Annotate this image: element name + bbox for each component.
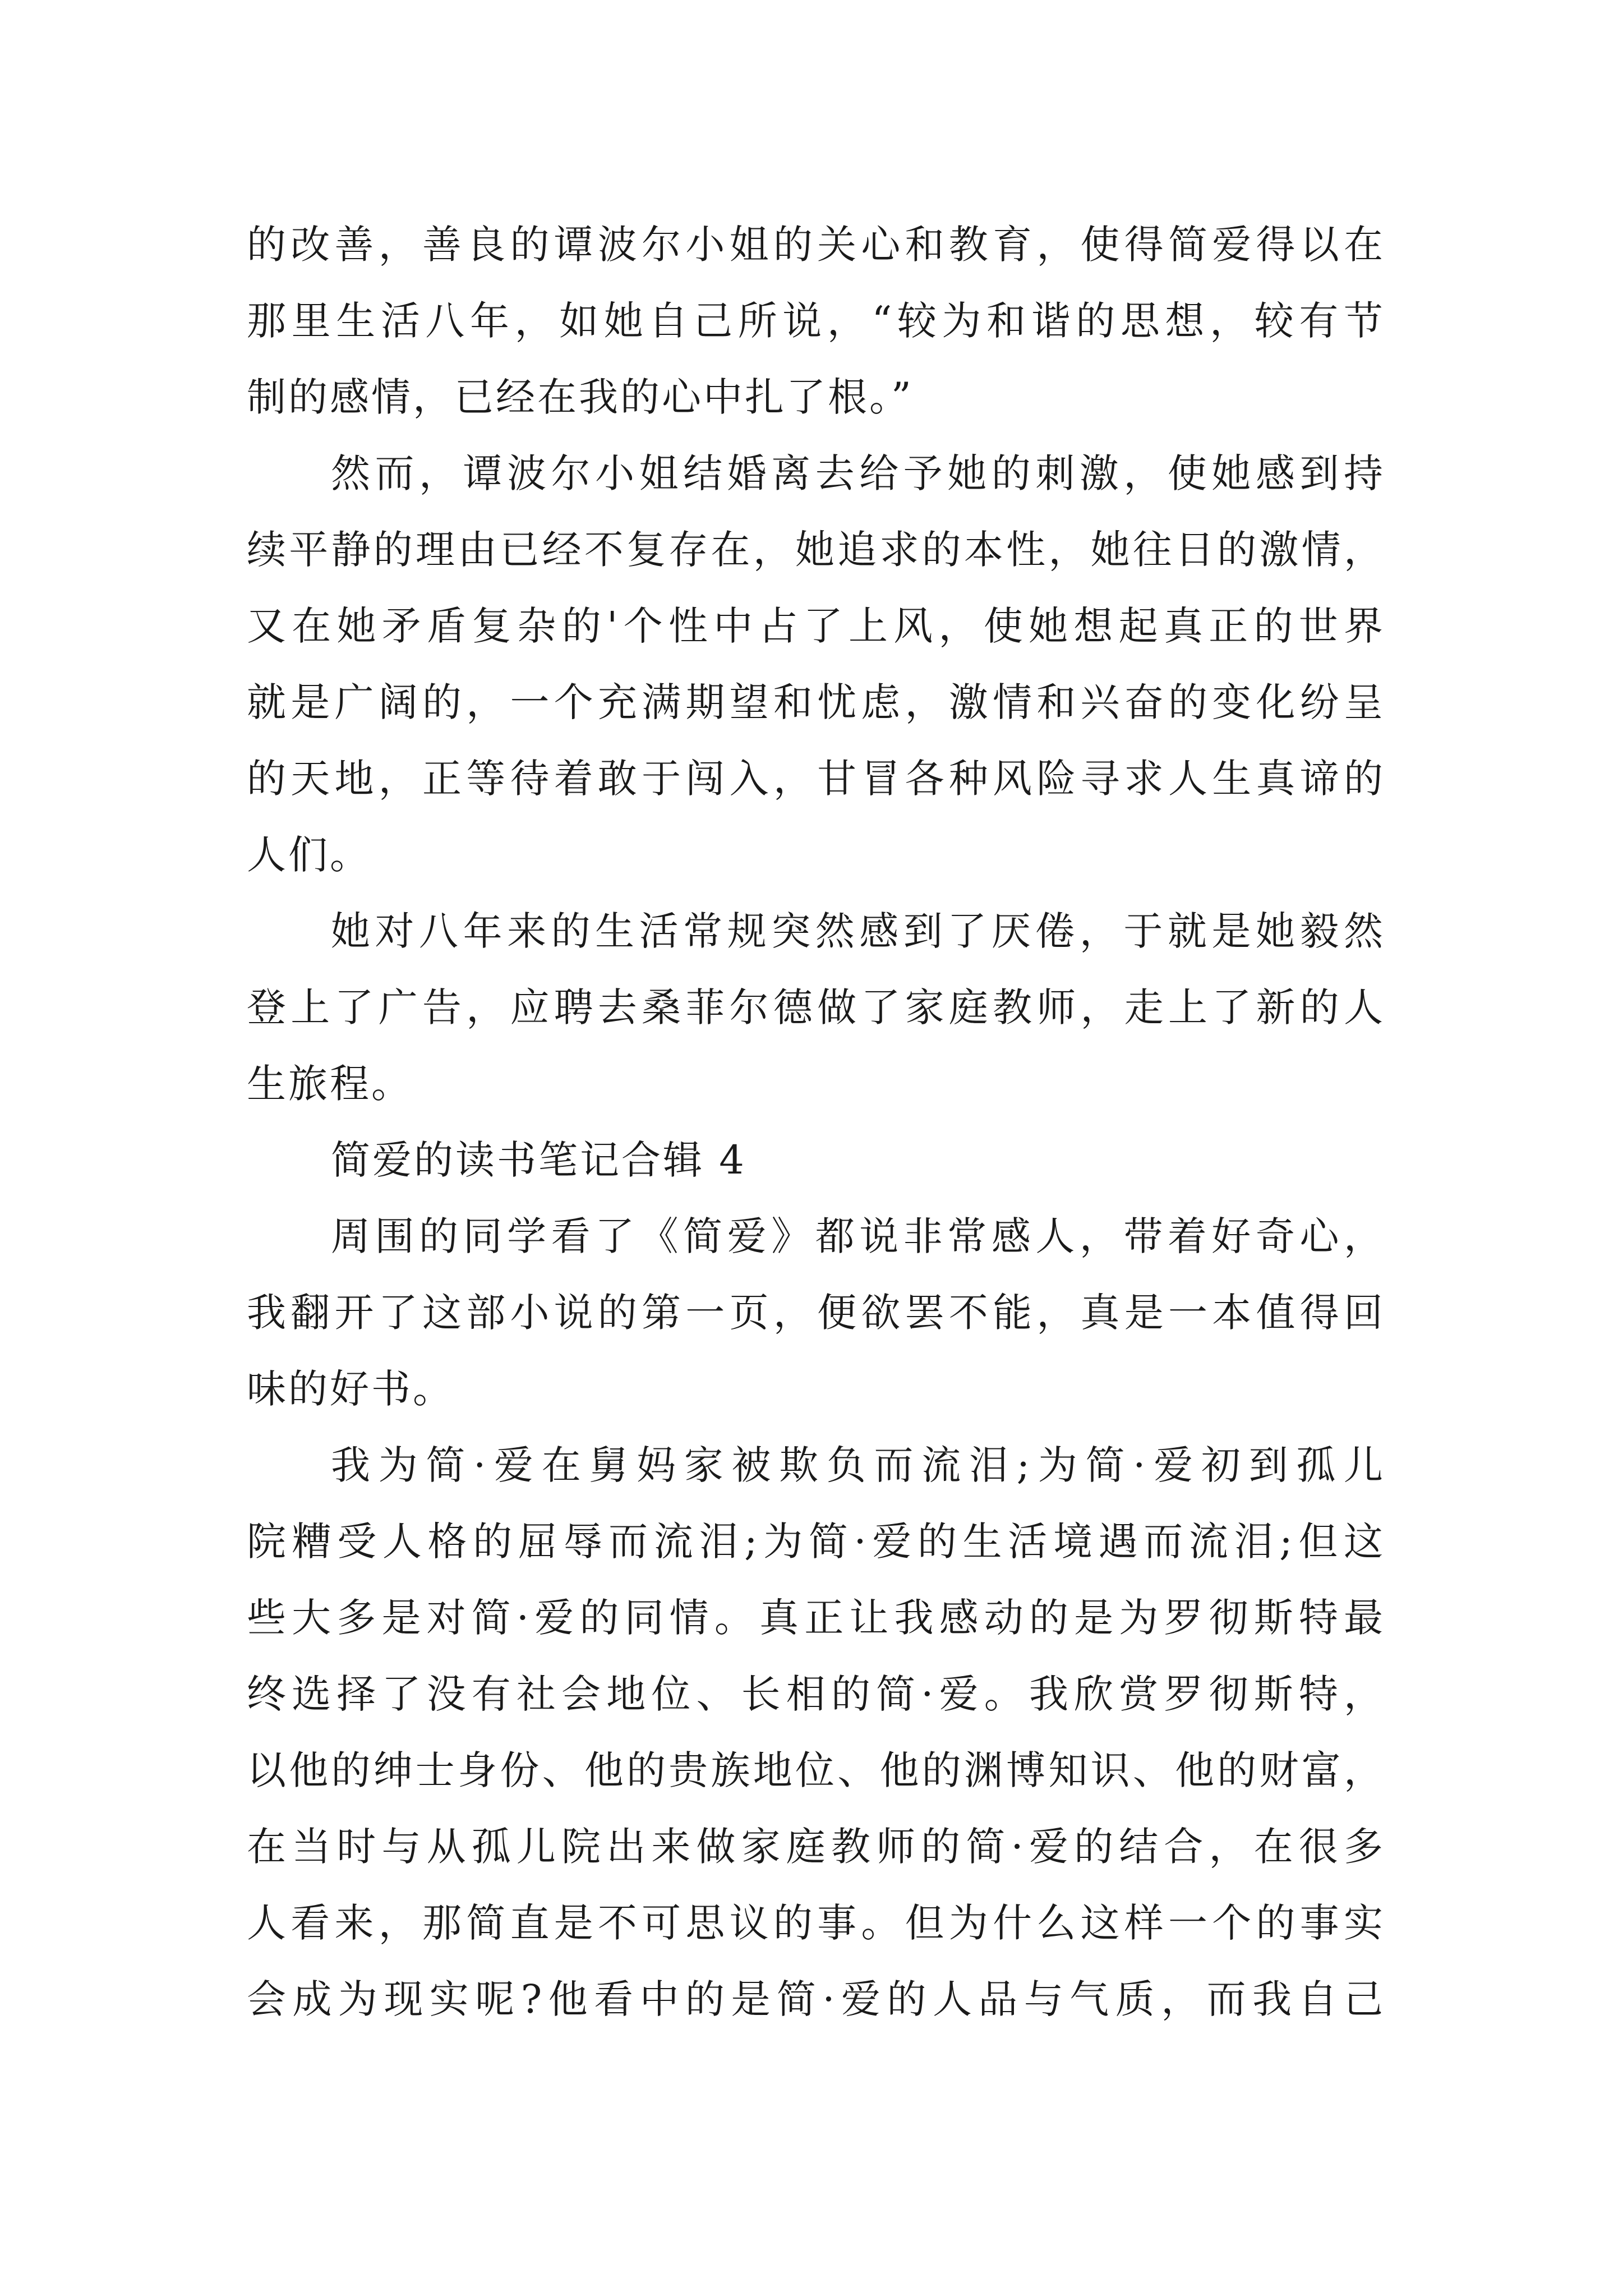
- text-line: 生旅程。: [247, 1061, 413, 1107]
- text-line: 的改善，善良的谭波尔小姐的关心和教育，使得简爱得以在: [247, 222, 1385, 268]
- text-line: 又在她矛盾复杂的'个性中占了上风，使她想起真正的世界: [247, 603, 1385, 649]
- section-heading: 简爱的读书笔记合辑 4: [331, 1137, 746, 1183]
- text-line: 味的好书。: [247, 1366, 454, 1412]
- text-line: 登上了广告，应聘去桑菲尔德做了家庭教师，走上了新的人: [247, 984, 1385, 1030]
- text-line: 在当时与从孤儿院出来做家庭教师的简·爱的结合，在很多: [247, 1824, 1385, 1870]
- text-line: 会成为现实呢?他看中的是简·爱的人品与气质，而我自己: [247, 1976, 1385, 2022]
- text-line: 的天地，正等待着敢于闯入，甘冒各种风险寻求人生真谛的: [247, 756, 1385, 802]
- paragraph-first-line: 然而，谭波尔小姐结婚离去给予她的刺激，使她感到持: [331, 450, 1385, 496]
- text-line: 以他的绅士身份、他的贵族地位、他的渊博知识、他的财富，: [247, 1747, 1385, 1793]
- text-line: 就是广阔的，一个充满期望和忧虑，激情和兴奋的变化纷呈: [247, 679, 1385, 725]
- text-line: 续平静的理由已经不复存在，她追求的本性，她往日的激情，: [247, 527, 1385, 573]
- text-line: 制的感情，已经在我的心中扎了根。”: [247, 374, 914, 420]
- paragraph-first-line: 我为简·爱在舅妈家被欺负而流泪;为简·爱初到孤儿: [331, 1442, 1385, 1488]
- text-line: 人们。: [247, 832, 371, 878]
- text-line: 我翻开了这部小说的第一页，便欲罢不能，真是一本值得回: [247, 1290, 1385, 1336]
- document-body: [247, 206, 1385, 2037]
- paragraph-first-line: 周围的同学看了《简爱》都说非常感人，带着好奇心，: [331, 1213, 1385, 1259]
- text-line: 些大多是对简·爱的同情。真正让我感动的是为罗彻斯特最: [247, 1595, 1385, 1641]
- text-line: 终选择了没有社会地位、长相的简·爱。我欣赏罗彻斯特，: [247, 1671, 1385, 1717]
- text-line: 人看来，那简直是不可思议的事。但为什么这样一个的事实: [247, 1900, 1385, 1946]
- text-line: 那里生活八年，如她自己所说，“较为和谐的思想，较有节: [247, 298, 1385, 344]
- text-line: 院糟受人格的屈辱而流泪;为简·爱的生活境遇而流泪;但这: [247, 1519, 1385, 1565]
- paragraph-first-line: 她对八年来的生活常规突然感到了厌倦，于就是她毅然: [331, 908, 1385, 954]
